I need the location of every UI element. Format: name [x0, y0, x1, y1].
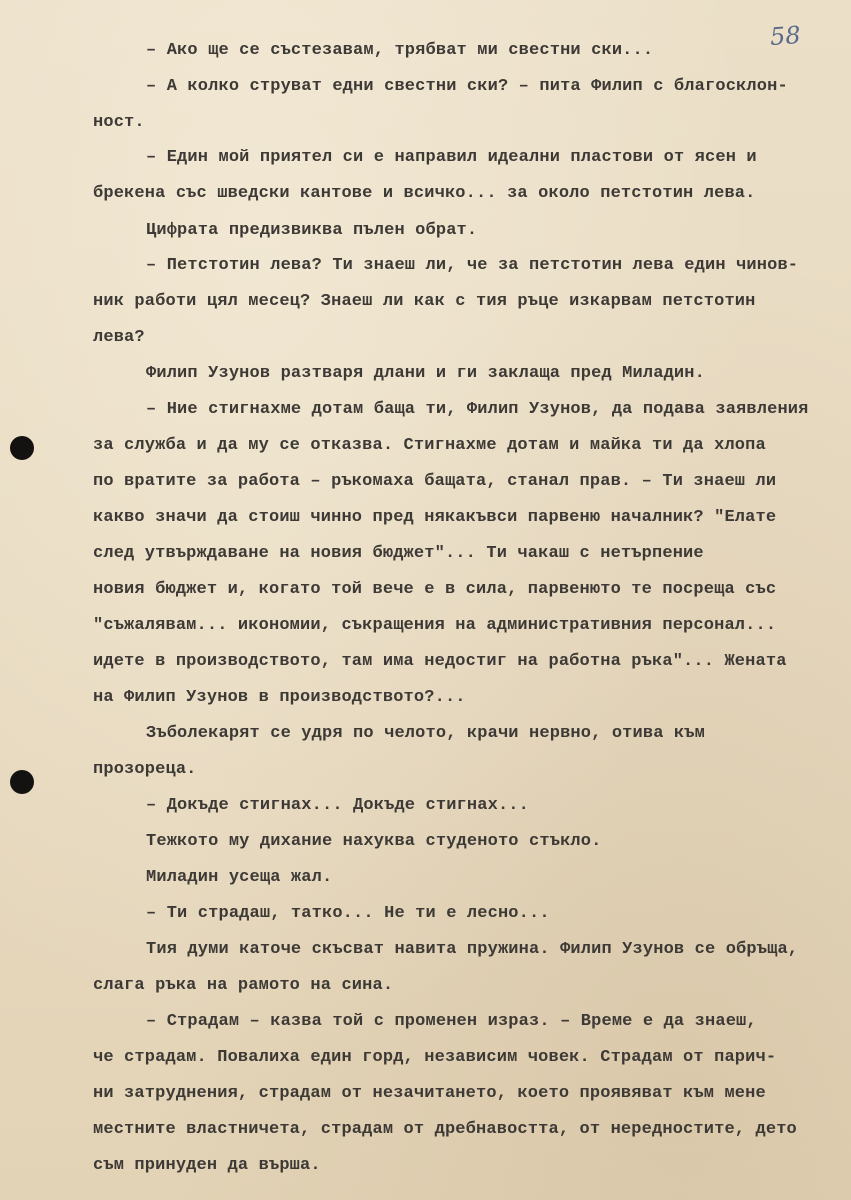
text-line: Цифрата предизвиква пълен обрат. [146, 221, 478, 240]
text-line: новия бюджет и, когато той вече е в сила, парвенюто те посреща със [93, 580, 777, 599]
text-line: – Ако ще се състезавам, трябват ми свестни ски... [146, 41, 654, 60]
text-line: съм принуден да върша. [93, 1156, 321, 1175]
text-line: ност. [93, 113, 145, 132]
text-line: – А колко струват едни свестни ски? – пита Филип с благосклон- [146, 77, 788, 96]
text-line: прозореца. [93, 760, 197, 779]
text-line: какво значи да стоиш чинно пред някакъвси парвеню началник? "Елате [93, 508, 777, 527]
text-line: че страдам. Повалиха един горд, независим човек. Страдам от парич- [93, 1048, 777, 1067]
text-line: местните властничета, страдам от дребнавостта, от нередностите, дето [93, 1120, 797, 1139]
text-line: – Петстотин лева? Ти знаеш ли, че за петстотин лева един чинов- [146, 256, 799, 275]
text-line: слага ръка на рамото на сина. [93, 976, 394, 995]
text-line: брекена със шведски кантове и всичко... за около петстотин лева. [93, 184, 756, 203]
text-line: Миладин усеща жал. [146, 868, 333, 887]
text-line: "съжалявам... икономии, съкращения на административния персонал... [93, 616, 777, 635]
text-line: за служба и да му се отказва. Стигнахме дотам и майка ти да хлопа [93, 436, 766, 455]
punch-hole-top [10, 436, 34, 460]
text-line: Тежкото му дихание нахуква студеното стъкло. [146, 832, 602, 851]
text-line: на Филип Узунов в производството?... [93, 688, 466, 707]
text-line: Тия думи каточе скъсват навита пружина. Филип Узунов се обръща, [146, 940, 799, 959]
text-line: – Ние стигнахме дотам баща ти, Филип Узунов, да подава заявления [146, 400, 809, 419]
text-line: Зъболекарят се удря по челото, крачи нервно, отива към [146, 724, 705, 743]
text-line: ник работи цял месец? Знаеш ли как с тия ръце изкарвам петстотин [93, 292, 756, 311]
page-number: 58 [769, 20, 802, 52]
text-line: след утвърждаване на новия бюджет"... Ти чакаш с нетърпение [93, 544, 704, 563]
text-line: по вратите за работа – ръкомаха бащата, станал прав. – Ти знаеш ли [93, 472, 777, 491]
text-line: – Страдам – казва той с променен израз. – Време е да знаеш, [146, 1012, 757, 1031]
punch-hole-bottom [10, 770, 34, 794]
text-line: – Докъде стигнах... Докъде стигнах... [146, 796, 530, 815]
text-line: Филип Узунов разтваря длани и ги заклаща пред Миладин. [146, 364, 705, 383]
text-line: идете в производството, там има недостиг на работна ръка"... Жената [93, 652, 787, 671]
text-line: – Един мой приятел си е направил идеални пластови от ясен и [146, 148, 757, 167]
text-line: лева? [93, 328, 145, 347]
text-line: ни затруднения, страдам от незачитането, което проявяват към мене [93, 1084, 766, 1103]
text-line: – Ти страдаш, татко... Не ти е лесно... [146, 904, 550, 923]
